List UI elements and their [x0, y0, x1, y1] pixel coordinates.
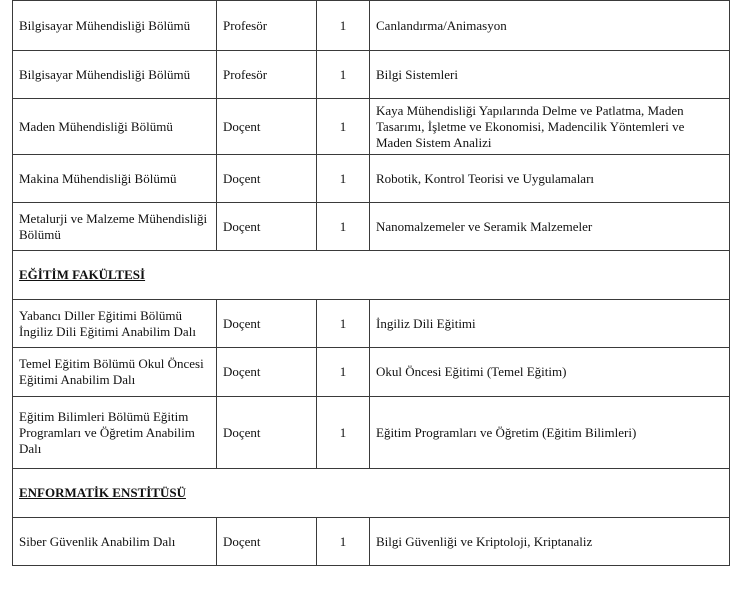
- count-cell: 1: [317, 51, 370, 99]
- title-cell: Doçent: [217, 397, 317, 469]
- field-cell: Kaya Mühendisliği Yapılarında Delme ve Patlatma, Maden Tasarımı, İşletme ve Ekonomisi, Madencilik Yöntemleri ve Maden Sistem Analizi: [370, 99, 730, 155]
- department-cell: Yabancı Diller Eğitimi Bölümü İngiliz Dili Eğitimi Anabilim Dalı: [13, 300, 217, 348]
- field-cell: Nanomalzemeler ve Seramik Malzemeler: [370, 203, 730, 251]
- field-cell: Eğitim Programları ve Öğretim (Eğitim Bilimleri): [370, 397, 730, 469]
- section-header-row: [13, 251, 730, 300]
- field-cell: Bilgi Güvenliği ve Kriptoloji, Kriptanaliz: [370, 518, 730, 566]
- title-cell: Doçent: [217, 155, 317, 203]
- field-cell: Robotik, Kontrol Teorisi ve Uygulamaları: [370, 155, 730, 203]
- table-row: [13, 203, 730, 251]
- count-cell: 1: [317, 99, 370, 155]
- title-cell: Doçent: [217, 518, 317, 566]
- table-row: [13, 518, 730, 566]
- count-cell: 1: [317, 300, 370, 348]
- count-cell: 1: [317, 1, 370, 51]
- title-cell: Doçent: [217, 348, 317, 397]
- department-cell: Siber Güvenlik Anabilim Dalı: [13, 518, 217, 566]
- section-heading: ENFORMATİK ENSTİTÜSÜ: [13, 469, 730, 518]
- positions-table: [12, 0, 730, 566]
- department-cell: Metalurji ve Malzeme Mühendisliği Bölümü: [13, 203, 217, 251]
- title-cell: Profesör: [217, 1, 317, 51]
- table-row: [13, 348, 730, 397]
- table-row: [13, 1, 730, 51]
- table-row: [13, 51, 730, 99]
- field-cell: Canlandırma/Animasyon: [370, 1, 730, 51]
- field-cell: Okul Öncesi Eğitimi (Temel Eğitim): [370, 348, 730, 397]
- field-cell: Bilgi Sistemleri: [370, 51, 730, 99]
- count-cell: 1: [317, 203, 370, 251]
- table-row: [13, 300, 730, 348]
- count-cell: 1: [317, 518, 370, 566]
- department-cell: Bilgisayar Mühendisliği Bölümü: [13, 51, 217, 99]
- title-cell: Doçent: [217, 300, 317, 348]
- field-cell: İngiliz Dili Eğitimi: [370, 300, 730, 348]
- count-cell: 1: [317, 155, 370, 203]
- department-cell: Bilgisayar Mühendisliği Bölümü: [13, 1, 217, 51]
- count-cell: 1: [317, 397, 370, 469]
- department-cell: Makina Mühendisliği Bölümü: [13, 155, 217, 203]
- table-row: [13, 99, 730, 155]
- department-cell: Maden Mühendisliği Bölümü: [13, 99, 217, 155]
- table-row: [13, 155, 730, 203]
- title-cell: Doçent: [217, 99, 317, 155]
- title-cell: Profesör: [217, 51, 317, 99]
- section-header-row: [13, 469, 730, 518]
- department-cell: Eğitim Bilimleri Bölümü Eğitim Programları ve Öğretim Anabilim Dalı: [13, 397, 217, 469]
- table-row: [13, 397, 730, 469]
- count-cell: 1: [317, 348, 370, 397]
- title-cell: Doçent: [217, 203, 317, 251]
- section-heading: EĞİTİM FAKÜLTESİ: [13, 251, 730, 300]
- department-cell: Temel Eğitim Bölümü Okul Öncesi Eğitimi Anabilim Dalı: [13, 348, 217, 397]
